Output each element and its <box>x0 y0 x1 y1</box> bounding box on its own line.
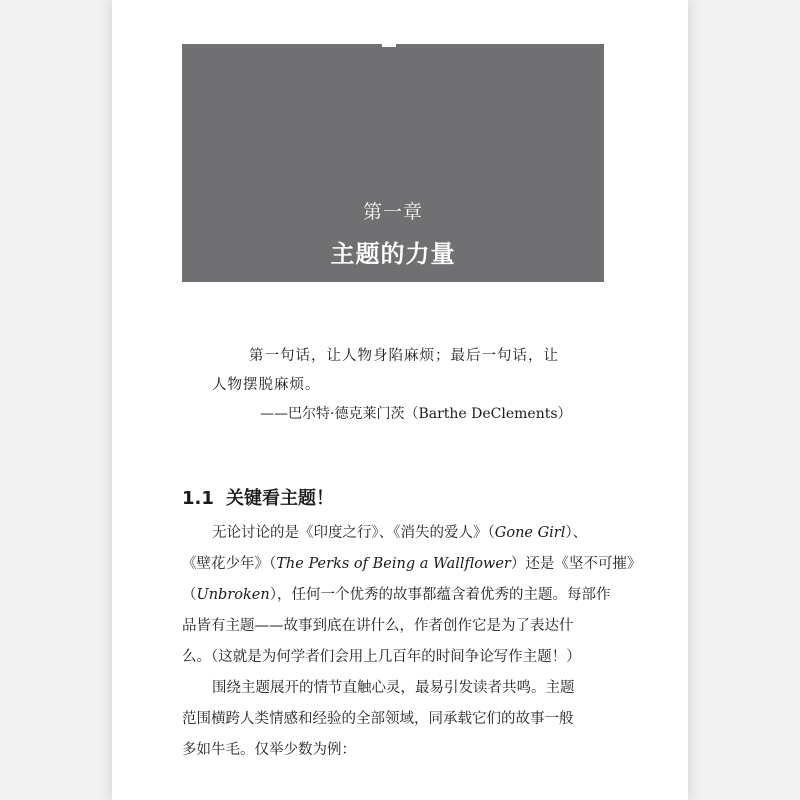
book-title-english: The Perks of Being a Wallflower <box>276 556 511 572</box>
paragraph-1-line-2: 《壁花少年》（The Perks of Being a Wallflower）还是《坚不可摧》 <box>182 556 642 572</box>
section-heading <box>182 484 334 510</box>
section-title: 关键看主题！ <box>226 488 334 509</box>
epigraph-line-2: 人物摆脱麻烦。 <box>212 377 321 393</box>
paragraph-1-line-4: 品皆有主题——故事到底在讲什么，作者创作它是为了表达什 <box>182 618 574 634</box>
body-text <box>182 518 642 766</box>
paragraph-2-line-3: 多如牛毛。仅举少数为例： <box>182 742 356 758</box>
book-title-english: Unbroken <box>196 587 270 603</box>
epigraph-attribution: ——巴尔特·德克莱门茨（Barthe DeClements） <box>260 406 572 422</box>
paragraph-1-line-3: （Unbroken），任何一个优秀的故事都蕴含着优秀的主题。每部作 <box>182 587 611 603</box>
paragraph-2-line-1: 围绕主题展开的情节直触心灵，最易引发读者共鸣。主题 <box>212 680 575 696</box>
epigraph <box>212 342 582 429</box>
chapter-banner <box>182 44 604 282</box>
epigraph-line-1: 第一句话，让人物身陷麻烦；最后一句话，让 <box>249 348 559 364</box>
paragraph-1-line-5: 么。（这就是为何学者们会用上几百年的时间争论写作主题！） <box>182 649 581 665</box>
paragraph-1-line-1: 无论讨论的是《印度之行》、《消失的爱人》（Gone Girl）、 <box>212 525 588 541</box>
book-page <box>112 0 688 800</box>
book-title-english: Gone Girl <box>494 525 566 541</box>
chapter-number: 第一章 <box>362 201 423 223</box>
chapter-title: 主题的力量 <box>330 240 456 268</box>
paragraph-2-line-2: 范围横跨人类情感和经验的全部领域，同承载它们的故事一般 <box>182 711 574 727</box>
section-number: 1.1 <box>182 488 214 509</box>
banner-notch <box>382 44 396 47</box>
